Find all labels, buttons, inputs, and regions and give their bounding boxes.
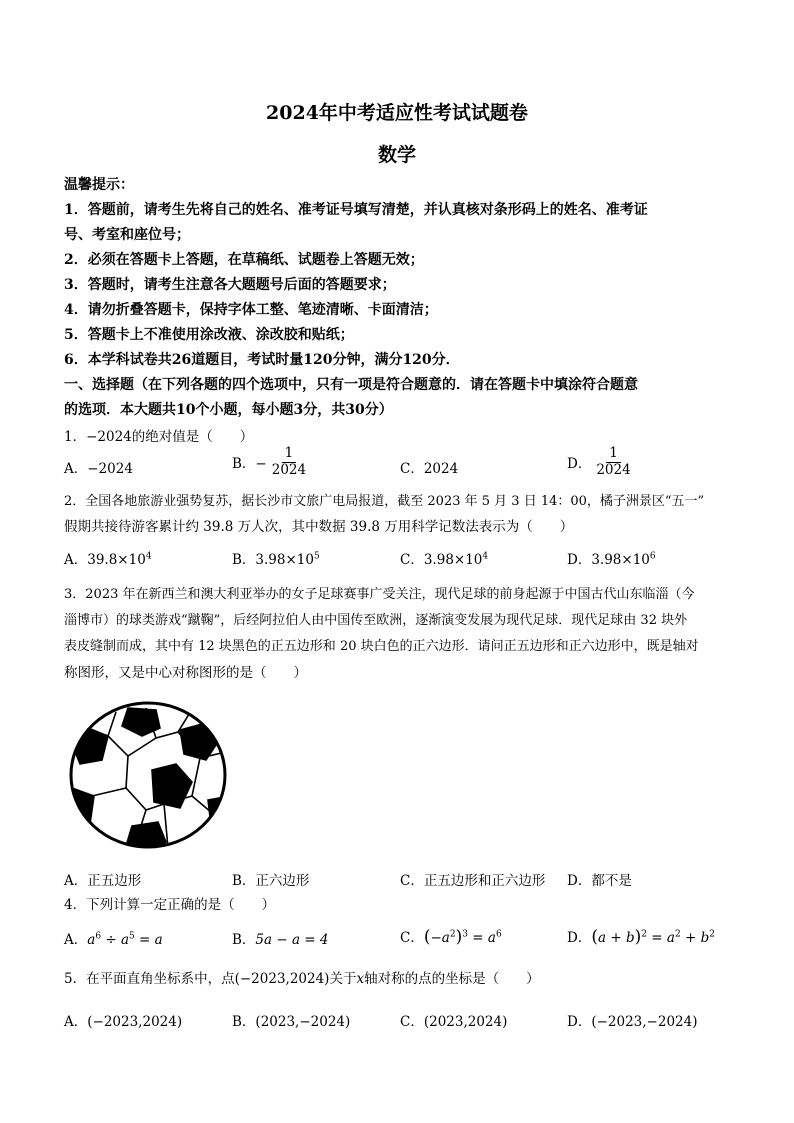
- q4-option-b: B．5a − a = 4: [232, 932, 329, 948]
- notice-item-3: 3．答题时，请考生注意各大题题号后面的答题要求；: [64, 277, 396, 293]
- q2-option-c: C．$3.98\times 10^4$: [400, 551, 489, 568]
- q1-option-c: C．2024: [400, 461, 459, 477]
- notice-item-5: 5．答题卡上不准使用涂改液、涂改胶和贴纸；: [64, 327, 354, 343]
- q4-option-a: A．$a^6 \div a^5 = a$: [64, 931, 163, 948]
- q1-option-d: D． $\frac{1}{2024}$: [567, 446, 634, 478]
- q1-option-a: A．−2024: [64, 461, 133, 477]
- q2-option-d: D．$3.98\times 10^6$: [567, 551, 656, 568]
- q3-stem-line2: 淄博市）的球类游戏“蹴鞠”，后经阿拉伯人由中国传至欧洲，逐渐演变发展为现代足球．现代足球由 32 块外: [64, 613, 688, 628]
- q1-d-fraction: $\frac{1}{2024}$: [596, 445, 631, 478]
- q5-stem: 5．在平面直角坐标系中，点(−2023,2024)关于x轴对称的点的坐标是（ ）: [64, 971, 540, 987]
- section-heading-line1: 一、选择题（在下列各题的四个选项中，只有一项是符合题意的．请在答题卡中填涂符合题意: [64, 377, 638, 393]
- q3-option-c: C．正五边形和正六边形: [400, 873, 546, 889]
- q2-stem-line2: 假期共接待游客累计约 39.8 万人次，其中数据 39.8 万用科学记数法表示为（ ）: [64, 519, 574, 535]
- q5-option-c: C．(2023,2024): [400, 1014, 508, 1030]
- black-pentagon: [208, 796, 228, 834]
- q3-option-a: A．正五边形: [64, 873, 142, 889]
- q3-option-b: B．正六边形: [232, 873, 310, 889]
- notice-item-4: 4．请勿折叠答题卡，保持字体工整、笔迹清晰、卡面清洁；: [64, 302, 438, 318]
- soccer-ball-figure: [68, 700, 228, 850]
- q2-option-a: A．$39.8\times 10^4$: [64, 551, 152, 568]
- q4-option-d: D．$(a + b)^2 = a^2 + b^2$: [567, 927, 715, 947]
- notice-item-2: 2．必须在答题卡上答题，在草稿纸、试题卷上答题无效；: [64, 252, 424, 268]
- q3-option-d: D．都不是: [567, 873, 632, 889]
- q2-option-b: B．$3.98\times 10^5$: [232, 551, 320, 568]
- notice-item-6: 6．本学科试卷共26道题目，考试时量120分钟，满分120分．: [64, 352, 460, 368]
- q3-stem-line3: 表皮缝制而成，其中有 12 块黑色的正五边形和 20 块白色的正六边形．请问正五边形和正六边形中，既是轴对: [64, 639, 699, 654]
- exam-title: 2024年中考适应性考试试题卷: [266, 102, 528, 124]
- q4-option-c: C．$(-a^2)^3 = a^6$: [400, 927, 502, 947]
- q1-option-b: B．− $\frac{1}{2024}$: [232, 446, 309, 478]
- q1-stem: 1．−2024的绝对值是（ ）: [64, 429, 254, 445]
- q5-option-d: D．(−2023,−2024): [567, 1014, 698, 1030]
- q3-stem-line1: 3．2023 年在新西兰和澳大利亚举办的女子足球赛事广受关注，现代足球的前身起源于中国古代山东临淄（今: [64, 587, 695, 602]
- q5-option-a: A．(−2023,2024): [64, 1014, 183, 1030]
- notice-item-1: 1．答题前，请考生先将自己的姓名、准考证号填写清楚，并认真核对条形码上的姓名、准考证: [64, 202, 648, 218]
- q4-stem: 4．下列计算一定正确的是（ ）: [64, 897, 276, 913]
- q5-option-b: B．(2023,−2024): [232, 1014, 351, 1030]
- subject-title: 数学: [377, 144, 416, 166]
- q2-stem-line1: 2．全国各地旅游业强势复苏，据长沙市文旅广电局报道，截至 2023 年 5 月 3 日 14：00，橘子洲景区“五一”: [64, 494, 705, 509]
- q3-stem-line4: 称图形，又是中心对称图形的是（ ）: [64, 665, 307, 681]
- notice-item-1-cont: 号、考室和座位号；: [64, 227, 190, 243]
- q1-b-fraction: $\frac{1}{2024}$: [271, 445, 307, 478]
- section-heading-line2: 的选项．本大题共10个小题，每小题3分，共30分）: [64, 402, 393, 418]
- notice-heading: 温馨提示：: [64, 177, 134, 193]
